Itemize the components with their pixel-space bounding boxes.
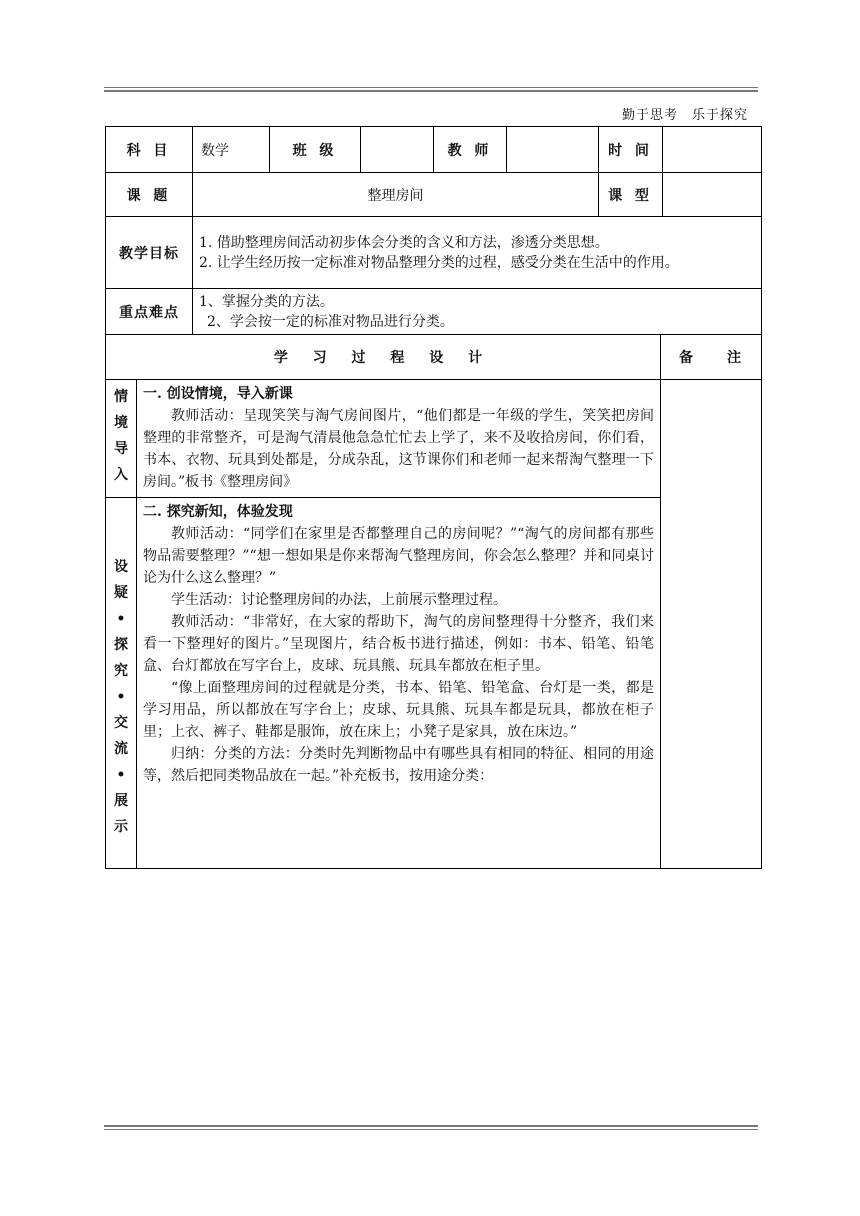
lesson-plan-table	[105, 126, 762, 335]
topic-label: 课 题	[106, 173, 193, 217]
section2-paragraph: 学生活动：讨论整理房间的办法，上前展示整理过程。	[171, 592, 507, 608]
goal-item: 1. 借助整理房间活动初步体会分类的含义和方法，渗透分类思想。	[199, 234, 609, 251]
teacher-value	[507, 127, 599, 173]
key-points-label: 重点难点	[106, 289, 193, 335]
section2-paragraph: 归纳：分类的方法：分类时先判断物品中有哪些具有相同的特征、相同的用途等，然后把同类物品放在一起。”补充板书，按用途分类：	[143, 746, 654, 784]
goals-row	[106, 217, 762, 289]
section1-label: 情境导入	[106, 380, 137, 498]
design-table	[105, 334, 762, 869]
notes-cell	[661, 380, 762, 869]
time-value	[663, 127, 762, 173]
class-value	[361, 127, 434, 173]
goal-item: 2. 让学生经历按一定标准对物品整理分类的过程，感受分类在生活中的作用。	[199, 254, 679, 271]
section2-label: 设疑•探究•交流•展示	[106, 498, 137, 869]
section1-content	[137, 380, 661, 498]
design-title: 学 习 过 程 设 计	[106, 335, 661, 380]
section1-row	[106, 380, 762, 498]
section2-heading: 二. 探究新知，体验发现	[143, 504, 293, 520]
type-value	[663, 173, 762, 217]
info-row	[106, 127, 762, 173]
section1-paragraph: 教师活动：呈现笑笑与淘气房间图片，“他们都是一年级的学生，笑笑把房间整理的非常整齐，可是淘气清晨他急急忙忙去上学了，来不及收拾房间，你们看，书本、衣物、玩具到处都是，分成杂乱，这节课你们和老师一起来帮淘气整理一下房间。”板书《整理房间》	[143, 408, 654, 490]
section2-paragraph: “像上面整理房间的过程就是分类，书本、铅笔、铅笔盒、台灯是一类，都是学习用品，所以都放在写字台上；皮球、玩具熊、玩具车都是玩具，都放在柜子里；上衣、裤子、鞋都是服饰，放在床上；小凳子是家具，放在床边。”	[143, 680, 654, 740]
header-rule	[104, 87, 758, 92]
time-label: 时 间	[599, 127, 663, 173]
notes-label: 备 注	[661, 335, 762, 380]
goals-label: 教学目标	[106, 217, 193, 289]
teacher-label: 教 师	[434, 127, 507, 173]
key-points-content	[193, 289, 762, 335]
key-points-row	[106, 289, 762, 335]
key-point-item: 2、学会按一定的标准对物品进行分类。	[207, 313, 454, 330]
design-header-row	[106, 335, 762, 380]
key-point-item: 1、掌握分类的方法。	[199, 293, 334, 310]
type-label: 课 型	[599, 173, 663, 217]
class-label: 班 级	[270, 127, 361, 173]
subject-label: 科 目	[106, 127, 193, 173]
goals-content	[193, 217, 762, 289]
subject-value: 数学	[193, 127, 270, 173]
topic-row	[106, 173, 762, 217]
topic-value: 整理房间	[193, 173, 599, 217]
section1-heading: 一. 创设情境，导入新课	[143, 386, 293, 402]
section2-content	[137, 498, 661, 869]
footer-rule	[104, 1125, 758, 1130]
section2-paragraph: 教师活动：“同学们在家里是否都整理自己的房间呢？”“淘气的房间都有那些物品需要整理？”“想一想如果是你来帮淘气整理房间，你会怎么整理？并和同桌讨论为什么这么整理？”	[143, 526, 654, 586]
header-motto: 勤于思考 乐于探究	[621, 108, 748, 123]
section2-paragraph: 教师活动：“非常好，在大家的帮助下，淘气的房间整理得十分整齐，我们来看一下整理好的图片。”呈现图片，结合板书进行描述，例如：书本、铅笔、铅笔盒、台灯都放在写字台上，皮球、玩具熊、玩具车都放在柜子里。	[143, 614, 654, 674]
